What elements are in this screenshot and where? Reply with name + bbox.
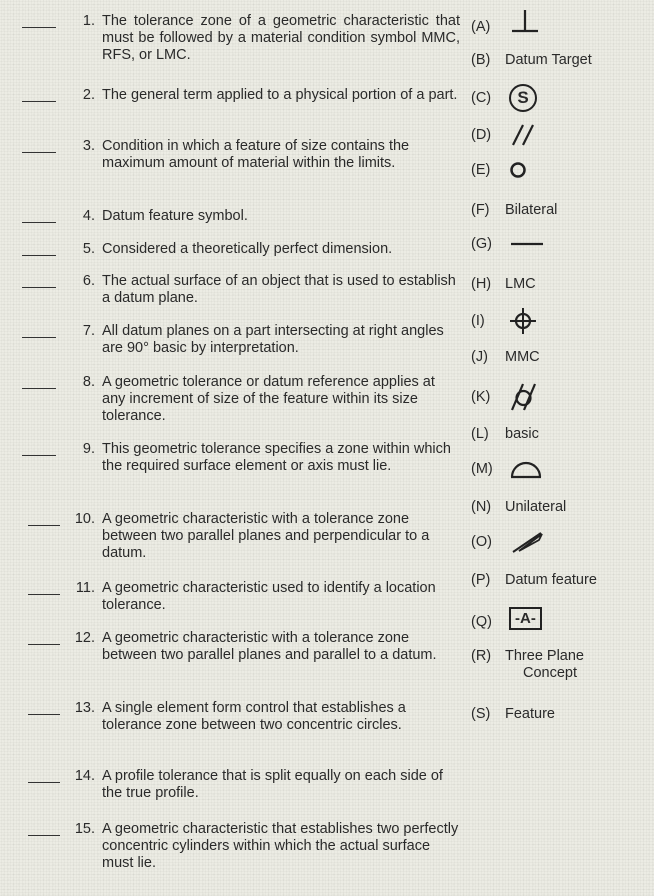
answer-l <box>471 426 539 443</box>
straightness-icon <box>509 236 545 252</box>
question-number: 12. <box>74 630 95 646</box>
answer-blank[interactable] <box>22 388 56 389</box>
answer-letter: (I) <box>471 312 485 329</box>
question-number: 1. <box>82 13 95 29</box>
answer-letter: (S) <box>471 706 491 722</box>
answer-letter: (C) <box>471 89 492 106</box>
answer-letter: (L) <box>471 426 489 442</box>
circularity-icon <box>509 162 529 178</box>
answer-text: Datum Target <box>505 52 592 68</box>
answer-letter: (O) <box>471 533 492 550</box>
answer-blank[interactable] <box>22 27 56 28</box>
answer-m <box>471 458 543 480</box>
rfs-symbol-letter: S <box>517 88 529 107</box>
answer-blank[interactable] <box>22 337 56 338</box>
question-text: Considered a theoretically perfect dimension. <box>102 241 393 257</box>
question-text: The actual surface of an object that is used to establish a datum plane. <box>102 273 456 306</box>
answer-text: Datum feature <box>505 572 597 588</box>
answer-letter: (M) <box>471 460 493 477</box>
question-number: 14. <box>74 768 95 784</box>
answer-text: Feature <box>505 706 555 722</box>
question-text: A single element form control that establishes a tolerance zone between two concentric circles. <box>102 700 406 733</box>
answer-c <box>471 84 537 112</box>
answer-blank[interactable] <box>22 101 56 102</box>
parallelism-icon <box>509 127 539 143</box>
answer-letter: (P) <box>471 572 491 588</box>
answer-blank[interactable] <box>28 782 60 783</box>
question-text: All datum planes on a part intersecting at right angles are 90° basic by interpretation. <box>102 323 444 356</box>
answer-i <box>471 307 539 335</box>
answer-blank[interactable] <box>28 644 60 645</box>
runout-icon <box>509 534 545 550</box>
question-number: 2. <box>82 87 95 103</box>
question-number: 9. <box>82 441 95 457</box>
answer-o <box>471 530 545 554</box>
answer-blank[interactable] <box>28 714 60 715</box>
question-number: 6. <box>82 273 95 289</box>
answer-letter: (A) <box>471 18 491 35</box>
answer-text-block <box>505 648 584 682</box>
answer-letter: (H) <box>471 276 492 292</box>
profile-of-line-icon <box>509 461 543 477</box>
answer-blank[interactable] <box>28 594 60 595</box>
answer-letter: (B) <box>471 52 491 68</box>
question-text: This geometric tolerance specifies a zone within which the required surface element or axis must lie. <box>102 441 451 474</box>
answer-a <box>471 8 541 34</box>
answer-n <box>471 499 566 516</box>
question-text: A geometric characteristic with a tolerance zone between two parallel planes and perpendicular to a datum. <box>102 511 430 561</box>
answer-letter: (R) <box>471 648 492 664</box>
position-icon <box>509 313 539 329</box>
question-number: 11. <box>75 580 95 596</box>
answer-letter: (G) <box>471 236 492 252</box>
answer-text: basic <box>505 426 539 442</box>
answer-text: Bilateral <box>505 202 558 218</box>
rfs-circle-s-icon <box>509 84 537 112</box>
question-number: 15. <box>74 821 95 837</box>
question-number: 13. <box>74 700 95 716</box>
question-number: 8. <box>82 374 95 390</box>
question-number: 7. <box>82 323 95 339</box>
answer-text: Unilateral <box>505 499 567 515</box>
answer-blank[interactable] <box>22 255 56 256</box>
answer-h <box>471 276 536 293</box>
answer-letter: (N) <box>471 499 492 515</box>
cylindricity-icon <box>509 389 541 405</box>
answer-blank[interactable] <box>28 835 60 836</box>
answer-blank[interactable] <box>22 152 56 153</box>
answer-q <box>471 607 542 630</box>
question-text: The tolerance zone of a geometric characteristic that must be followed by a material condition symbol MMC, RFS, or LMC. <box>102 13 460 63</box>
answer-letter: (K) <box>471 388 491 405</box>
perpendicularity-icon <box>509 13 541 29</box>
answer-blank[interactable] <box>22 455 56 456</box>
datum-feature-symbol-icon: -A- <box>509 607 542 630</box>
question-number: 10. <box>74 511 95 527</box>
answer-text-line2: Concept <box>523 665 578 681</box>
answer-b <box>471 52 592 69</box>
answer-blank[interactable] <box>28 525 60 526</box>
question-number: 5. <box>82 241 95 257</box>
question-text: A geometric characteristic with a tolerance zone between two parallel planes and parallel to a datum. <box>102 630 437 663</box>
answer-s <box>471 706 555 723</box>
question-1 <box>0 13 465 67</box>
answer-p <box>471 572 597 589</box>
question-number: 4. <box>82 208 95 224</box>
answer-r <box>471 648 584 682</box>
question-text: Datum feature symbol. <box>102 208 248 224</box>
answer-letter: (J) <box>471 349 488 365</box>
answer-g <box>471 236 545 253</box>
question-text: A geometric characteristic that establishes two perfectly concentric cylinders within which the actual surface must lie. <box>102 821 459 871</box>
answer-text: MMC <box>505 349 540 365</box>
answer-text: LMC <box>505 276 536 292</box>
answer-f <box>471 202 557 219</box>
question-text: Condition in which a feature of size contains the maximum amount of material within the limits. <box>102 138 410 171</box>
answer-j <box>471 349 540 366</box>
answer-letter: (E) <box>471 161 491 178</box>
answer-letter: (D) <box>471 126 492 143</box>
answer-e <box>471 160 529 180</box>
answer-k <box>471 382 541 412</box>
question-number: 3. <box>82 138 95 154</box>
question-text: A profile tolerance that is split equally on each side of the true profile. <box>102 768 443 801</box>
question-text: A geometric tolerance or datum reference applies at any increment of size of the feature within its size tolerance. <box>102 374 435 424</box>
answer-letter: (F) <box>471 202 490 218</box>
answer-letter: (Q) <box>471 614 492 630</box>
answer-d <box>471 123 539 147</box>
answer-text: Three Plane <box>505 648 584 664</box>
answer-blank[interactable] <box>22 222 56 223</box>
question-text: The general term applied to a physical portion of a part. <box>102 87 458 103</box>
question-text: A geometric characteristic used to identify a location tolerance. <box>102 580 436 613</box>
answer-blank[interactable] <box>22 287 56 288</box>
